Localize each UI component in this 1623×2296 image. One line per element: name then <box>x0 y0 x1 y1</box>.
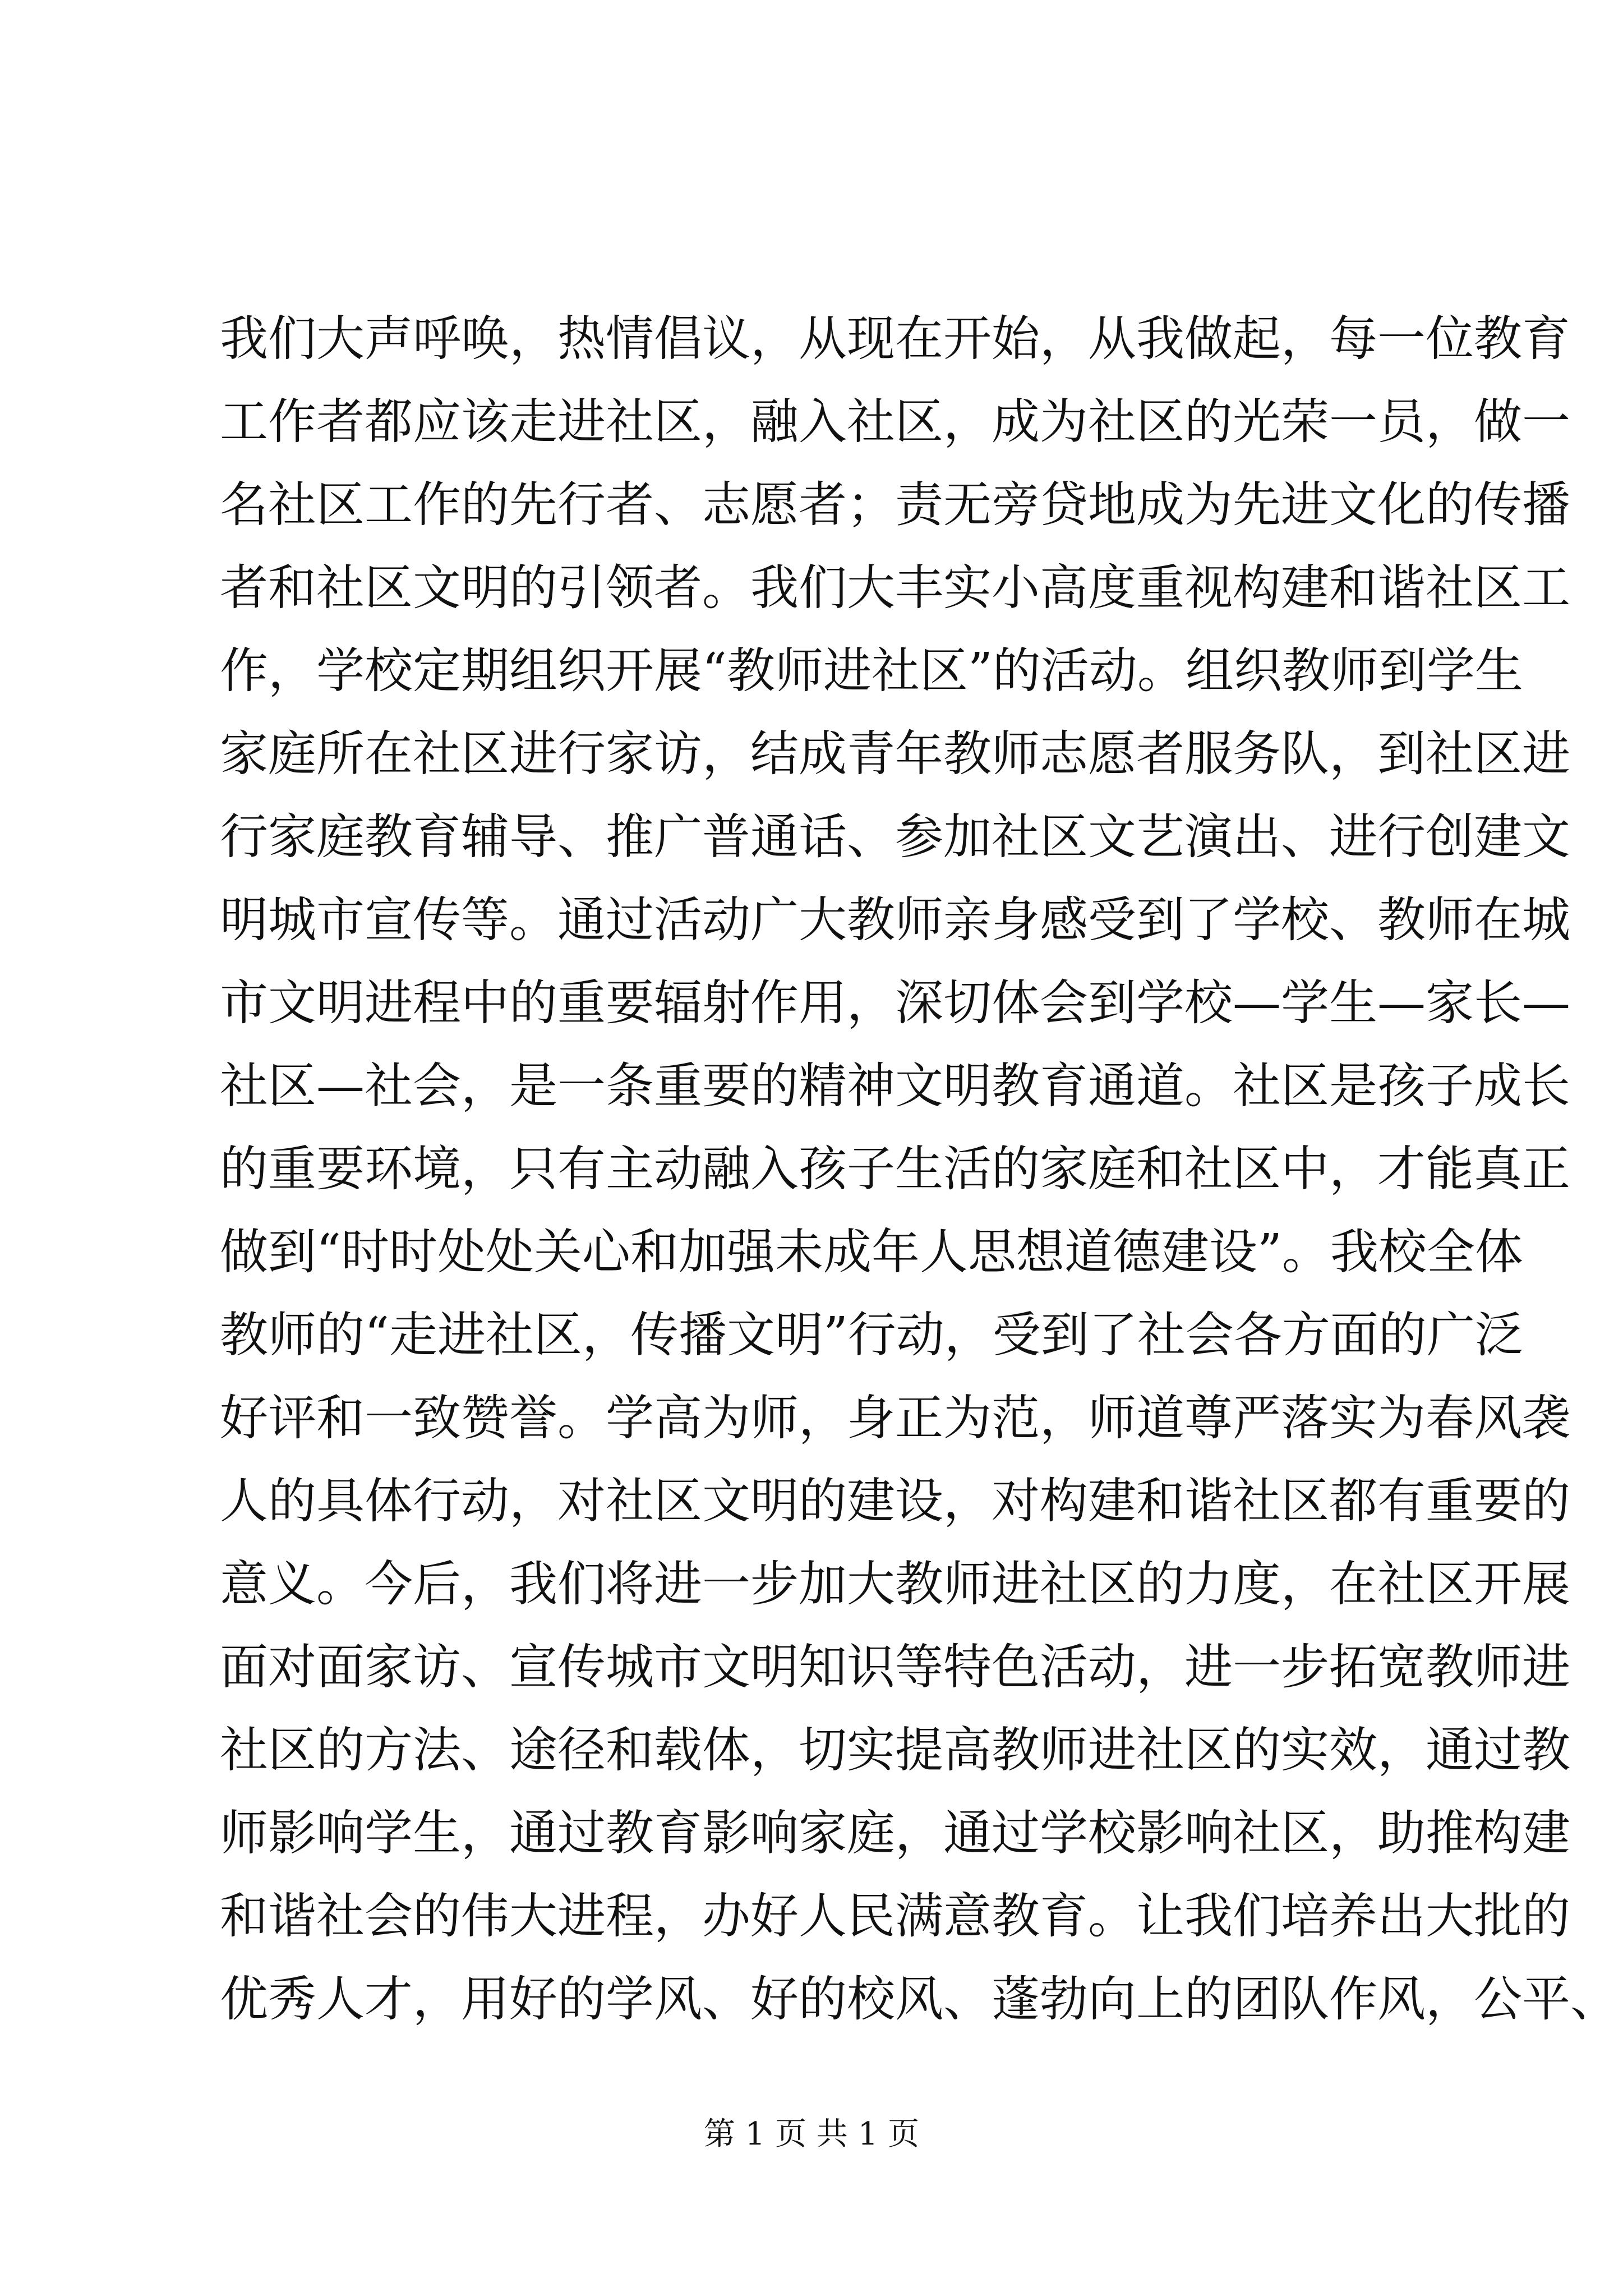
text-line: 好评和一致赞誉。学高为师，身正为范，师道尊严落实为春风袭 <box>220 1390 1570 1446</box>
document-body <box>220 297 1619 2041</box>
text-line: 名社区工作的先行者、志愿者；责无旁贷地成为先进文化的传播 <box>220 477 1570 533</box>
text-line: 者和社区文明的引领者。我们大丰实小高度重视构建和谐社区工 <box>220 560 1570 616</box>
page-number-label: 第 1 页 共 1 页 <box>703 2116 920 2152</box>
text-line: 面对面家访、宣传城市文明知识等特色活动，进一步拓宽教师进 <box>220 1639 1570 1695</box>
text-line: 行家庭教育辅导、推广普通话、参加社区文艺演出、进行创建文 <box>220 809 1570 865</box>
text-line: 师影响学生，通过教育影响家庭，通过学校影响社区，助推构建 <box>220 1805 1570 1861</box>
text-line: 明城市宣传等。通过活动广大教师亲身感受到了学校、教师在城 <box>220 892 1570 948</box>
text-line: 作，学校定期组织开展“教师进社区”的活动。组织教师到学生 <box>220 643 1523 699</box>
text-line: 的重要环境，只有主动融入孩子生活的家庭和社区中，才能真正 <box>220 1141 1570 1197</box>
text-line: 优秀人才，用好的学风、好的校风、蓬勃向上的团队作风，公平、 <box>220 1971 1619 2027</box>
page-footer <box>0 2115 1623 2154</box>
text-line: 社区的方法、途径和载体，切实提高教师进社区的实效，通过教 <box>220 1722 1570 1778</box>
text-line: 意义。今后，我们将进一步加大教师进社区的力度，在社区开展 <box>220 1556 1570 1612</box>
text-line: 和谐社会的伟大进程，办好人民满意教育。让我们培养出大批的 <box>220 1888 1570 1944</box>
text-line: 工作者都应该走进社区，融入社区，成为社区的光荣一员，做一 <box>220 394 1570 450</box>
text-line: 市文明进程中的重要辐射作用，深切体会到学校—学生—家长— <box>220 975 1570 1031</box>
text-line: 社区—社会，是一条重要的精神文明教育通道。社区是孩子成长 <box>220 1058 1570 1114</box>
text-line: 家庭所在社区进行家访，结成青年教师志愿者服务队，到社区进 <box>220 726 1570 782</box>
text-line: 做到“时时处处关心和加强未成年人思想道德建设”。我校全体 <box>220 1224 1523 1280</box>
text-line: 我们大声呼唤，热情倡议，从现在开始，从我做起，每一位教育 <box>220 311 1570 367</box>
text-line: 教师的“走进社区，传播文明”行动，受到了社会各方面的广泛 <box>220 1307 1523 1363</box>
text-line: 人的具体行动，对社区文明的建设，对构建和谐社区都有重要的 <box>220 1473 1570 1529</box>
